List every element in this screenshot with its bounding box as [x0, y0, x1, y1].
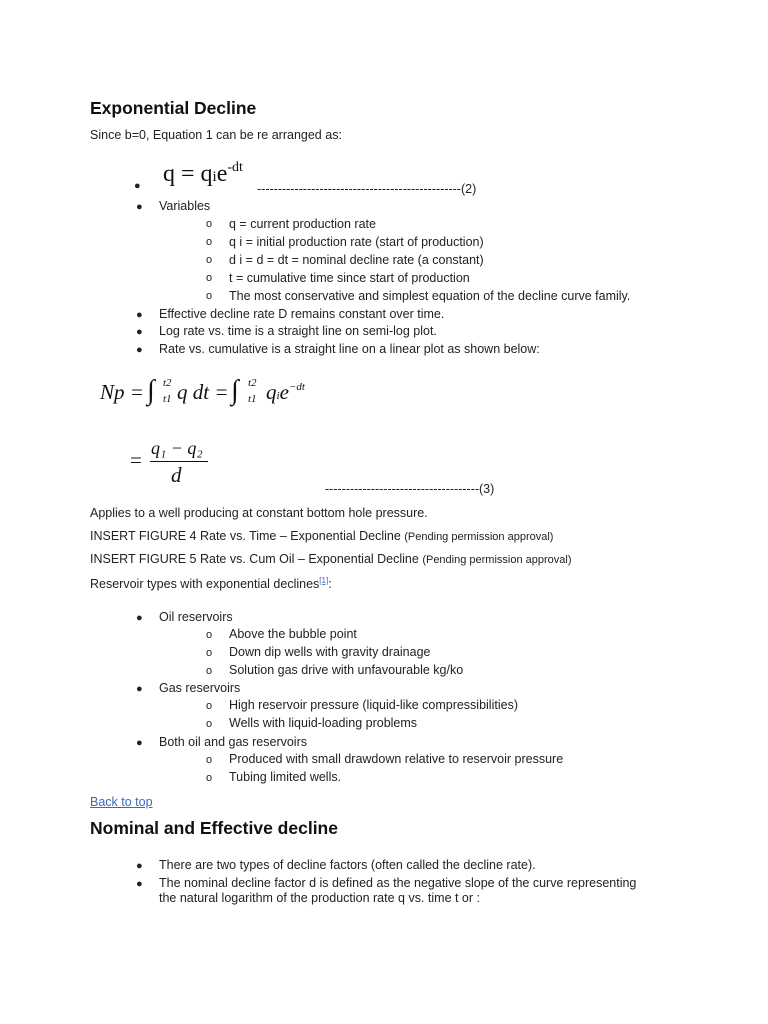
reservoir-item: Tubing limited wells.: [229, 770, 342, 784]
bullet-icon: ●: [136, 309, 143, 321]
circle-bullet-icon: o: [206, 629, 213, 641]
equation-3-term2: qie$^{-dt}$: [266, 380, 305, 404]
list-item: There are two types of decline factors (often called the decline rate).: [159, 858, 536, 872]
circle-bullet-icon: o: [206, 700, 213, 712]
figure-5-placeholder: INSERT FIGURE 5 Rate vs. Cum Oil – Exponential Decline (Pending permission approval): [90, 552, 572, 566]
circle-bullet-icon: o: [206, 272, 213, 284]
bullet-icon: ●: [134, 180, 141, 192]
reservoir-item: Wells with liquid-loading problems: [229, 716, 418, 730]
equation-3-denominator: d: [171, 463, 182, 487]
bullet-icon: ●: [136, 878, 143, 890]
integral-icon: ∫: [231, 375, 239, 406]
bullet-icon: ●: [136, 860, 143, 872]
bullet-icon: ●: [136, 612, 143, 624]
bullet-icon: ●: [136, 683, 143, 695]
circle-bullet-icon: o: [206, 772, 213, 784]
circle-bullet-icon: o: [206, 665, 213, 677]
list-item: The nominal decline factor d is defined as the negative slope of the curve representing: [159, 876, 637, 890]
equation-2-number: -------------------------------------------------(2): [257, 182, 477, 196]
intro-text: Since b=0, Equation 1 can be re arranged as:: [90, 128, 342, 142]
circle-bullet-icon: o: [206, 647, 213, 659]
variable-item: The most conservative and simplest equation of the decline curve family.: [229, 289, 631, 303]
reservoir-item: Above the bubble point: [229, 627, 357, 641]
bullet-icon: ●: [136, 326, 143, 338]
integral-lower-limit: t1: [248, 393, 257, 405]
reservoir-type: Oil reservoirs: [159, 610, 233, 624]
variable-item: q i = initial production rate (start of production): [229, 235, 484, 249]
bullet-icon: ●: [136, 344, 143, 356]
integral-lower-limit: t1: [163, 393, 172, 405]
circle-bullet-icon: o: [206, 754, 213, 766]
reservoir-type: Gas reservoirs: [159, 681, 241, 695]
variable-item: d i = d = dt = nominal decline rate (a constant): [229, 253, 484, 267]
bullet-icon: ●: [136, 737, 143, 749]
circle-bullet-icon: o: [206, 254, 213, 266]
back-to-top-link[interactable]: Back to top: [90, 795, 153, 809]
reservoir-item: Down dip wells with gravity drainage: [229, 645, 431, 659]
figure-4-placeholder: INSERT FIGURE 4 Rate vs. Time – Exponential Decline (Pending permission approval): [90, 529, 554, 543]
equation-3-number: -------------------------------------(3): [325, 482, 495, 496]
reservoir-item: High reservoir pressure (liquid-like compressibilities): [229, 698, 518, 712]
circle-bullet-icon: o: [206, 218, 213, 230]
list-item-continuation: the natural logarithm of the production rate q vs. time t or :: [159, 891, 480, 905]
circle-bullet-icon: o: [206, 718, 213, 730]
variable-item: t = cumulative time since start of production: [229, 271, 470, 285]
reservoir-item: Solution gas drive with unfavourable kg/ko: [229, 663, 464, 677]
equation-3-term1: q dt =: [177, 380, 229, 404]
fraction-bar: [150, 461, 208, 462]
reservoir-type: Both oil and gas reservoirs: [159, 735, 307, 749]
integral-icon: ∫: [147, 375, 155, 406]
bullet-icon: ●: [136, 201, 143, 213]
equation-3-equals: =: [130, 448, 142, 472]
section-heading-nominal-effective: Nominal and Effective decline: [90, 818, 338, 838]
variable-item: q = current production rate: [229, 217, 376, 231]
list-item: Rate vs. cumulative is a straight line on a linear plot as shown below:: [159, 342, 540, 356]
integral-upper-limit: t2: [163, 377, 172, 389]
circle-bullet-icon: o: [206, 236, 213, 248]
applies-text: Applies to a well producing at constant bottom hole pressure.: [90, 506, 428, 520]
list-item: Effective decline rate D remains constant over time.: [159, 307, 445, 321]
reference-link[interactable]: [1]: [319, 576, 329, 585]
integral-upper-limit: t2: [248, 377, 257, 389]
list-item: Log rate vs. time is a straight line on semi-log plot.: [159, 324, 437, 338]
reservoir-item: Produced with small drawdown relative to reservoir pressure: [229, 752, 564, 766]
equation-2: q = qie$^{-dt}$: [163, 160, 243, 187]
reservoir-intro: Reservoir types with exponential declines[1]:: [90, 576, 332, 592]
section-heading-exponential-decline: Exponential Decline: [90, 98, 257, 118]
variables-label: Variables: [159, 199, 211, 213]
equation-3-lhs: Np =: [100, 380, 144, 404]
circle-bullet-icon: o: [206, 290, 213, 302]
equation-3-numerator: q₁ − q₂: [151, 438, 203, 458]
